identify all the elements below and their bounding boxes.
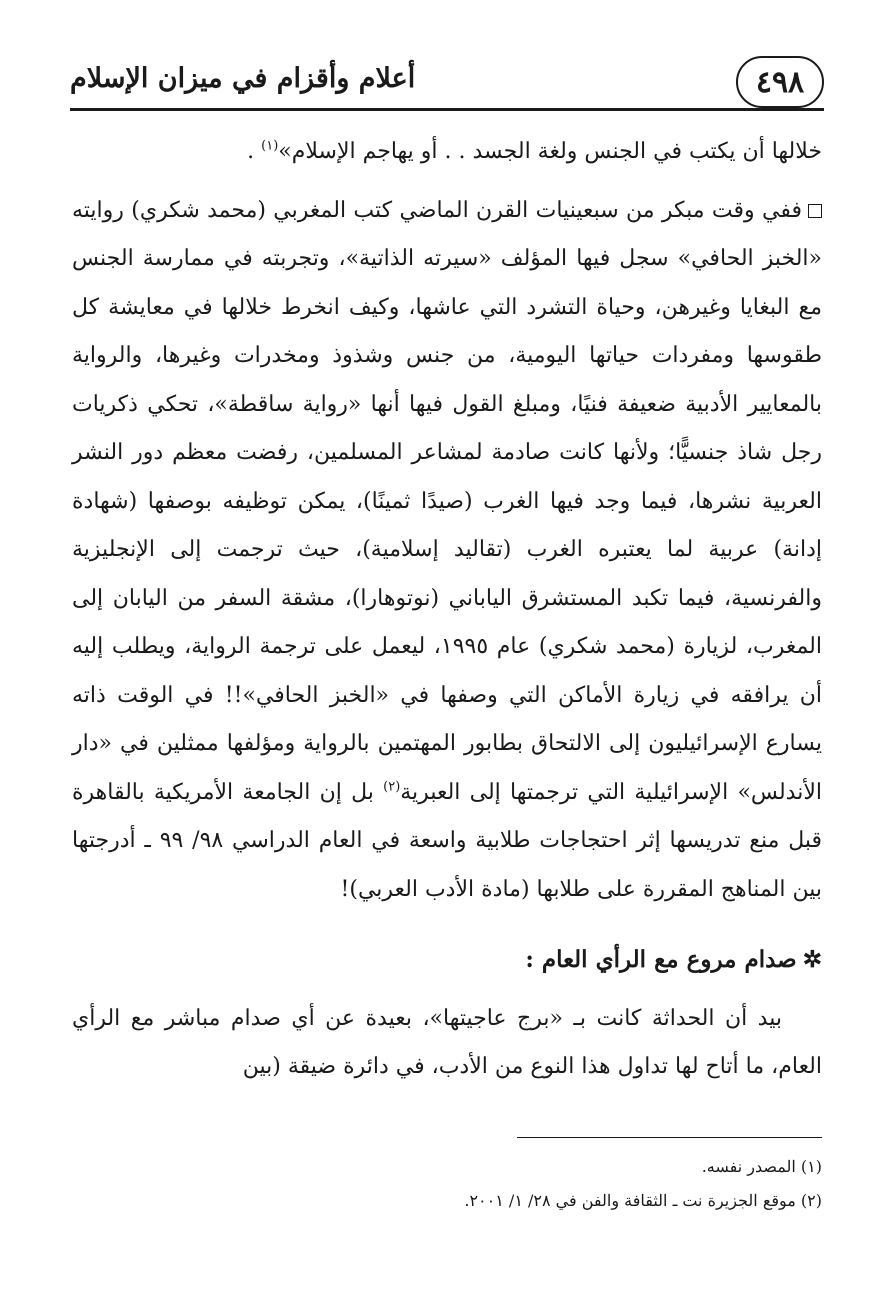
main-text: [72, 128, 822, 1092]
footnote-ref-1: (١): [261, 138, 279, 154]
page-number: ٤٩٨: [736, 56, 824, 108]
footnote-ref-2: (٢): [383, 779, 401, 795]
footnotes: [72, 1150, 822, 1218]
continuation-text: خلالها أن يكتب في الجنس ولغة الجسد . . أو يهاجم الإسلام»: [278, 139, 822, 164]
footnote-2: (٢) موقع الجزيرة نت ـ الثقافة والفن في ٢٨/ ١/ ٢٠٠١.: [464, 1191, 822, 1210]
paragraph-2: بيد أن الحداثة كانت بـ «برج عاجيتها»، بعيدة عن أي صدام مباشر مع الرأي العام، ما أتاح لها تداول هذا النوع من الأدب، في دائرة ضيقة (بين: [72, 1005, 822, 1079]
asterisk-icon: ✲: [802, 946, 822, 973]
book-title: أعلام وأقزام في ميزان الإسلام: [70, 62, 416, 94]
footnote-1: (١) المصدر نفسه.: [701, 1157, 822, 1176]
footnote-divider: [517, 1137, 822, 1138]
paragraph-1: [72, 187, 822, 915]
square-icon: [808, 204, 822, 218]
paragraph-1-part-2: بل إن الجامعة الأمريكية بالقاهرة قبل منع تدريسها إثر احتجاجات طلابية واسعة في العام الدراسي ٩٨/ ٩٩ ـ أدرجتها بين المناهج المقررة على طلابها (مادة الأدب العربي)!: [72, 779, 823, 902]
page-header: [70, 52, 824, 111]
section-heading: [72, 936, 822, 985]
paragraph-1-part-1: ففي وقت مبكر من سبعينيات القرن الماضي كتب المغربي (محمد شكري) روايته «الخبز الحافي» سجل فيها المؤلف «سيرته الذاتية»، وتجربته في ممارسة الجنس مع البغايا وغيرهن، وحياة التشرد التي عاشها، وكيف انخرط خلالها في معايشة كل طقوسها ومفردات حياتها اليومية، من جنس وشذوذ ومخدرات وغيرها، والرواية بالمعايير الأدبية ضعيفة فنيًا، ومبلغ القول فيها أنها «رواية ساقطة»، تحكي ذكريات رجل شاذ جنسيًّا؛ ولأنها كانت صادمة لمشاعر المسلمين، رفضت معظم دور النشر العربية نشرها، فيما وجد فيها الغرب (صيدًا ثمينًا)، يمكن توظيفه بوصفها (شهادة إدانة) عربية لما يعتبره الغرب (تقاليد إسلامية)، حيث ترجمت إلى الإنجليزية والفرنسية، فيما تكبد المستشرق الياباني (نوتوهارا)، مشقة السفر من اليابان إلى المغرب، لزيارة (محمد شكري) عام ١٩٩٥، ليعمل على ترجمة الرواية، ويطلب إليه أن يرافقه في زيارة الأماكن التي وصفها في «الخبز الحافي»!! في الوقت ذاته يسارع الإسرائيليون إلى الالتحاق بطابور المهتمين بالرواية ومؤلفها ممثلين في «دار الأندلس» الإسرائيلية التي ترجمتها إلى العبرية: [72, 197, 823, 805]
continuation-paragraph: [72, 128, 822, 177]
continuation-end: .: [247, 139, 262, 164]
section-heading-text: صدام مروع مع الرأي العام :: [525, 946, 797, 973]
